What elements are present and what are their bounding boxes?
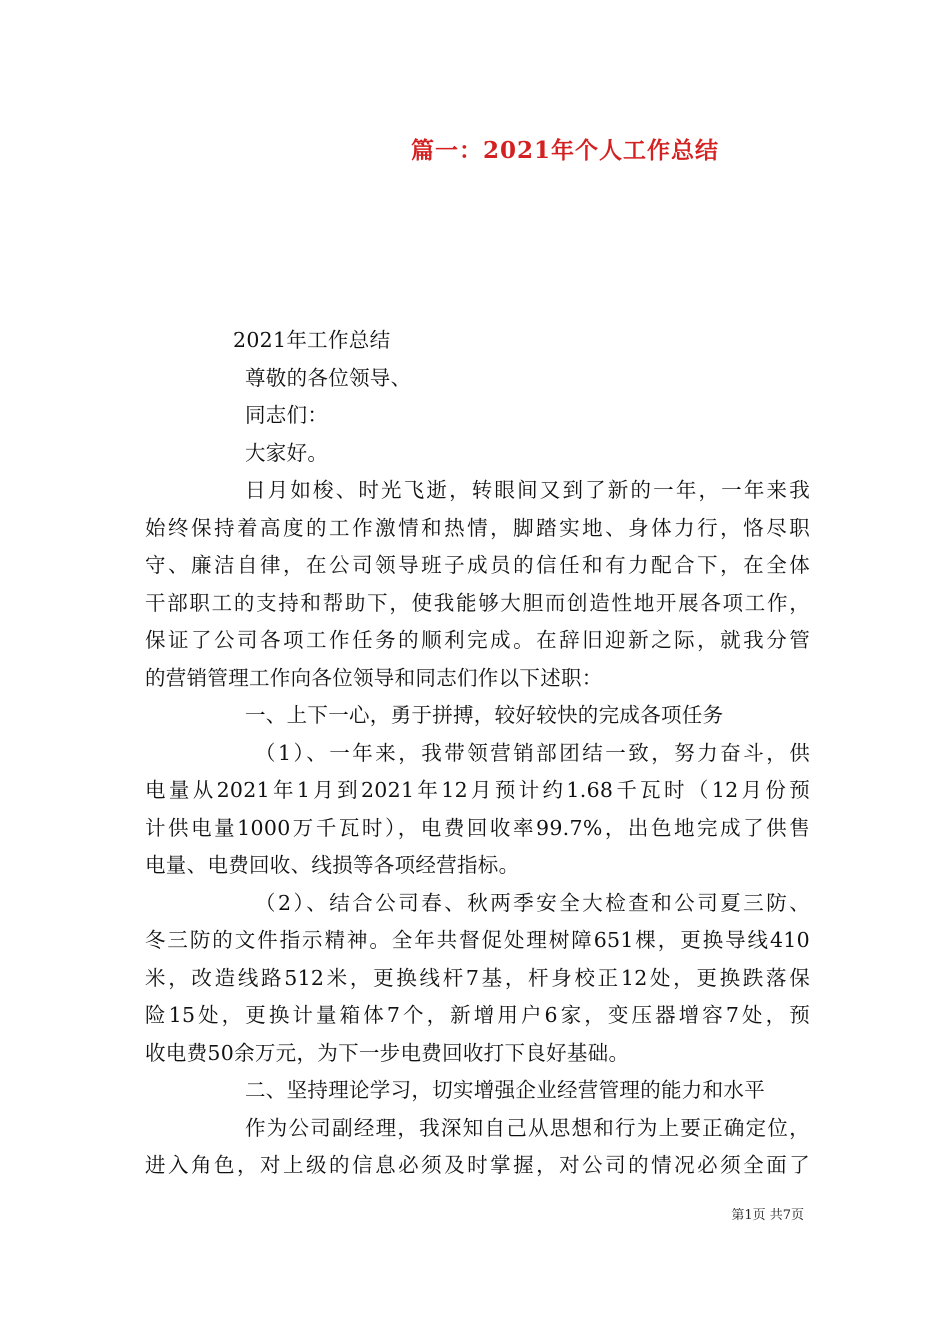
paragraph-line: 电量、电费回收、线损等各项经营指标。 (145, 853, 520, 877)
paragraph-line: 的营销管理工作向各位领导和同志们作以下述职： (145, 665, 603, 690)
paragraph-line: 保证了公司各项工作任务的顺利完成。在辞旧迎新之际，就我分管 (145, 628, 810, 652)
document-body (145, 322, 810, 1185)
greeting-line: 大家好。 (245, 440, 329, 465)
paragraph-line: 计供电量1000万千瓦时），电费回收率99.7%，出色地完成了供售 (145, 815, 810, 840)
greeting-line: 同志们： (245, 403, 329, 427)
section-heading: 2021年工作总结 (233, 328, 391, 352)
paragraph-line: 干部职工的支持和帮助下，使我能够大胆而创造性地开展各项工作， (145, 590, 810, 615)
paragraph-line: 收电费50余万元，为下一步电费回收打下良好基础。 (145, 1040, 630, 1065)
subsection-heading: 二、坚持理论学习，切实增强企业经营管理的能力和水平 (245, 1078, 765, 1102)
paragraph-line: 始终保持着高度的工作激情和热情，脚踏实地、身体力行，恪尽职 (145, 515, 810, 540)
paragraph-line: 险15处，更换计量箱体7个，新增用户6家，变压器增容7处，预 (145, 1003, 810, 1027)
paragraph-line: 守、廉洁自律，在公司领导班子成员的信任和有力配合下，在全体 (145, 553, 810, 577)
paragraph-line: 日月如梭、时光飞逝，转眼间又到了新的一年，一年来我 (245, 478, 810, 502)
paragraph-line: 米，改造线路512米，更换线杆7基，杆身校正12处，更换跌落保 (145, 965, 810, 990)
paragraph-line: 进入角色，对上级的信息必须及时掌握，对公司的情况必须全面了 (145, 1153, 810, 1177)
paragraph-line: 电量从2021年1月到2021年12月预计约1.68千瓦时（12月份预 (145, 778, 810, 802)
subsection-heading: 一、上下一心，勇于拼搏，较好较快的完成各项任务 (245, 703, 724, 727)
paragraph-line: （2）、结合公司春、秋两季安全大检查和公司夏三防、 (255, 890, 810, 915)
greeting-line: 尊敬的各位领导、 (245, 365, 412, 390)
paragraph-line: 冬三防的文件指示精神。全年共督促处理树障651棵，更换导线410 (145, 928, 810, 952)
document-title: 篇一：2021年个人工作总结 (410, 137, 719, 164)
paragraph-line: 作为公司副经理，我深知自己从思想和行为上要正确定位， (245, 1115, 810, 1140)
paragraph-line: （1）、一年来，我带领营销部团结一致，努力奋斗，供 (255, 740, 810, 765)
page-number: 第1页 共7页 (731, 1208, 804, 1223)
